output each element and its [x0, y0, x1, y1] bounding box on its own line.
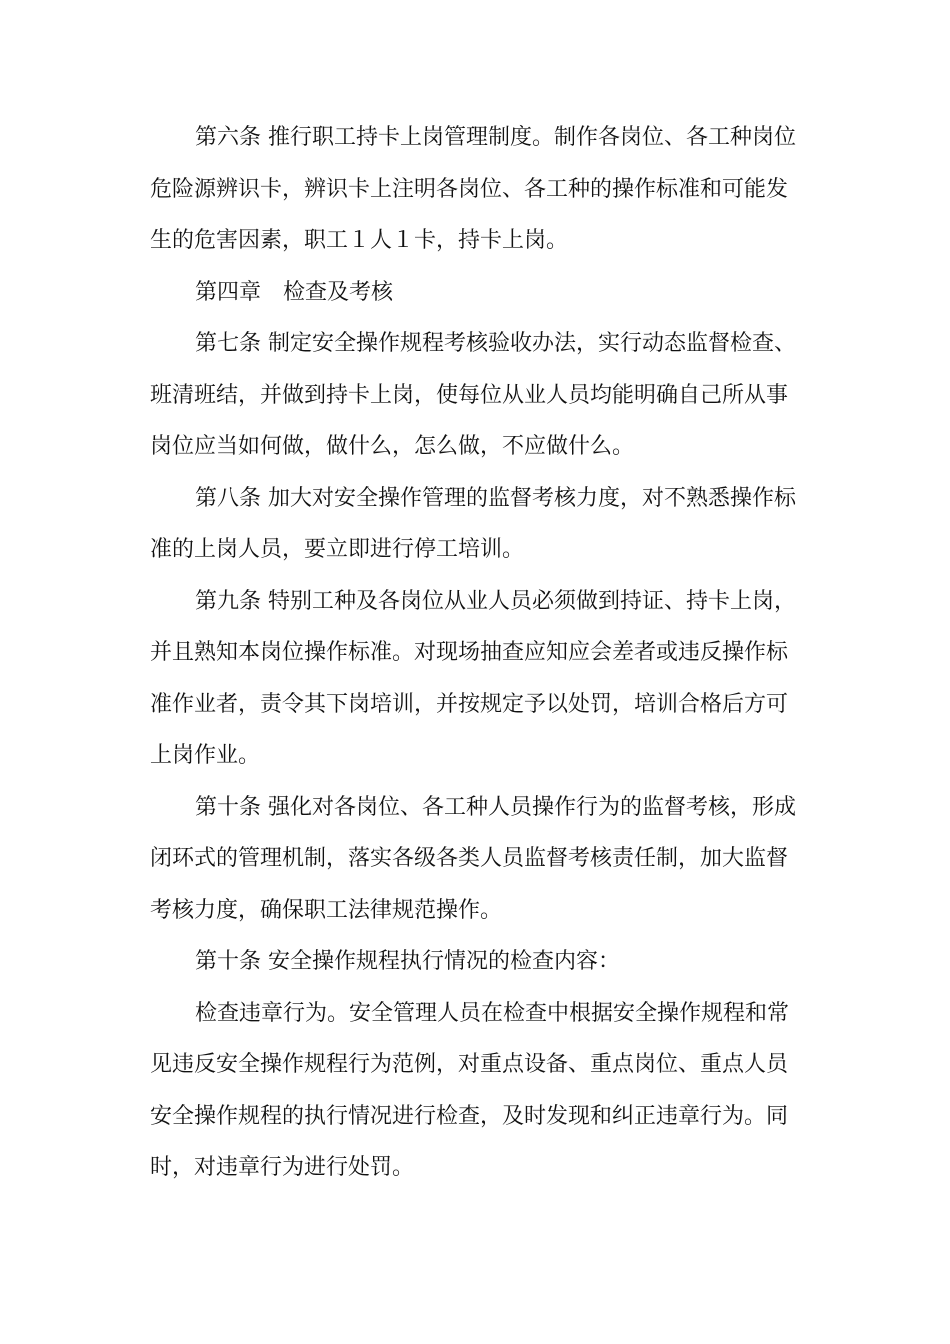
- paragraph-article-10-contents: 第十条 安全操作规程执行情况的检查内容：: [195, 949, 620, 974]
- paragraph-article-7: 第七条 制定安全操作规程考核验收办法，实行动态监督检查、班清班结，并做到持卡上岗，使每位从业人员均能明确自己所从事岗位应当如何做，做什么，怎么做，不应做什么。: [150, 331, 796, 459]
- paragraph-article-8: 第八条 加大对安全操作管理的监督考核力度，对不熟悉操作标准的上岗人员，要立即进行停工培训。: [150, 485, 796, 562]
- paragraph-article-9: 第九条 特别工种及各岗位从业人员必须做到持证、持卡上岗，并且熟知本岗位操作标准。对现场抽查应知应会差者或违反操作标准作业者，责令其下岗培训，并按规定予以处罚，培训合格后方可上岗作业。: [150, 588, 796, 768]
- document-body: [150, 112, 800, 1194]
- paragraph-article-6: 第六条 推行职工持卡上岗管理制度。制作各岗位、各工种岗位危险源辨识卡，辨识卡上注明各岗位、各工种的操作标准和可能发生的危害因素，职工１人１卡，持卡上岗。: [150, 125, 796, 253]
- paragraph-violation-check: 检查违章行为。安全管理人员在检查中根据安全操作规程和常见违反安全操作规程行为范例，对重点设备、重点岗位、重点人员安全操作规程的执行情况进行检查，及时发现和纠正违章行为。同时，对违章行为进行处罚。: [150, 1000, 790, 1180]
- chapter-heading: 第四章 检查及考核: [195, 279, 394, 305]
- paragraph-article-10: 第十条 强化对各岗位、各工种人员操作行为的监督考核，形成闭环式的管理机制，落实各级各类人员监督考核责任制，加大监督考核力度，确保职工法律规范操作。: [150, 794, 796, 923]
